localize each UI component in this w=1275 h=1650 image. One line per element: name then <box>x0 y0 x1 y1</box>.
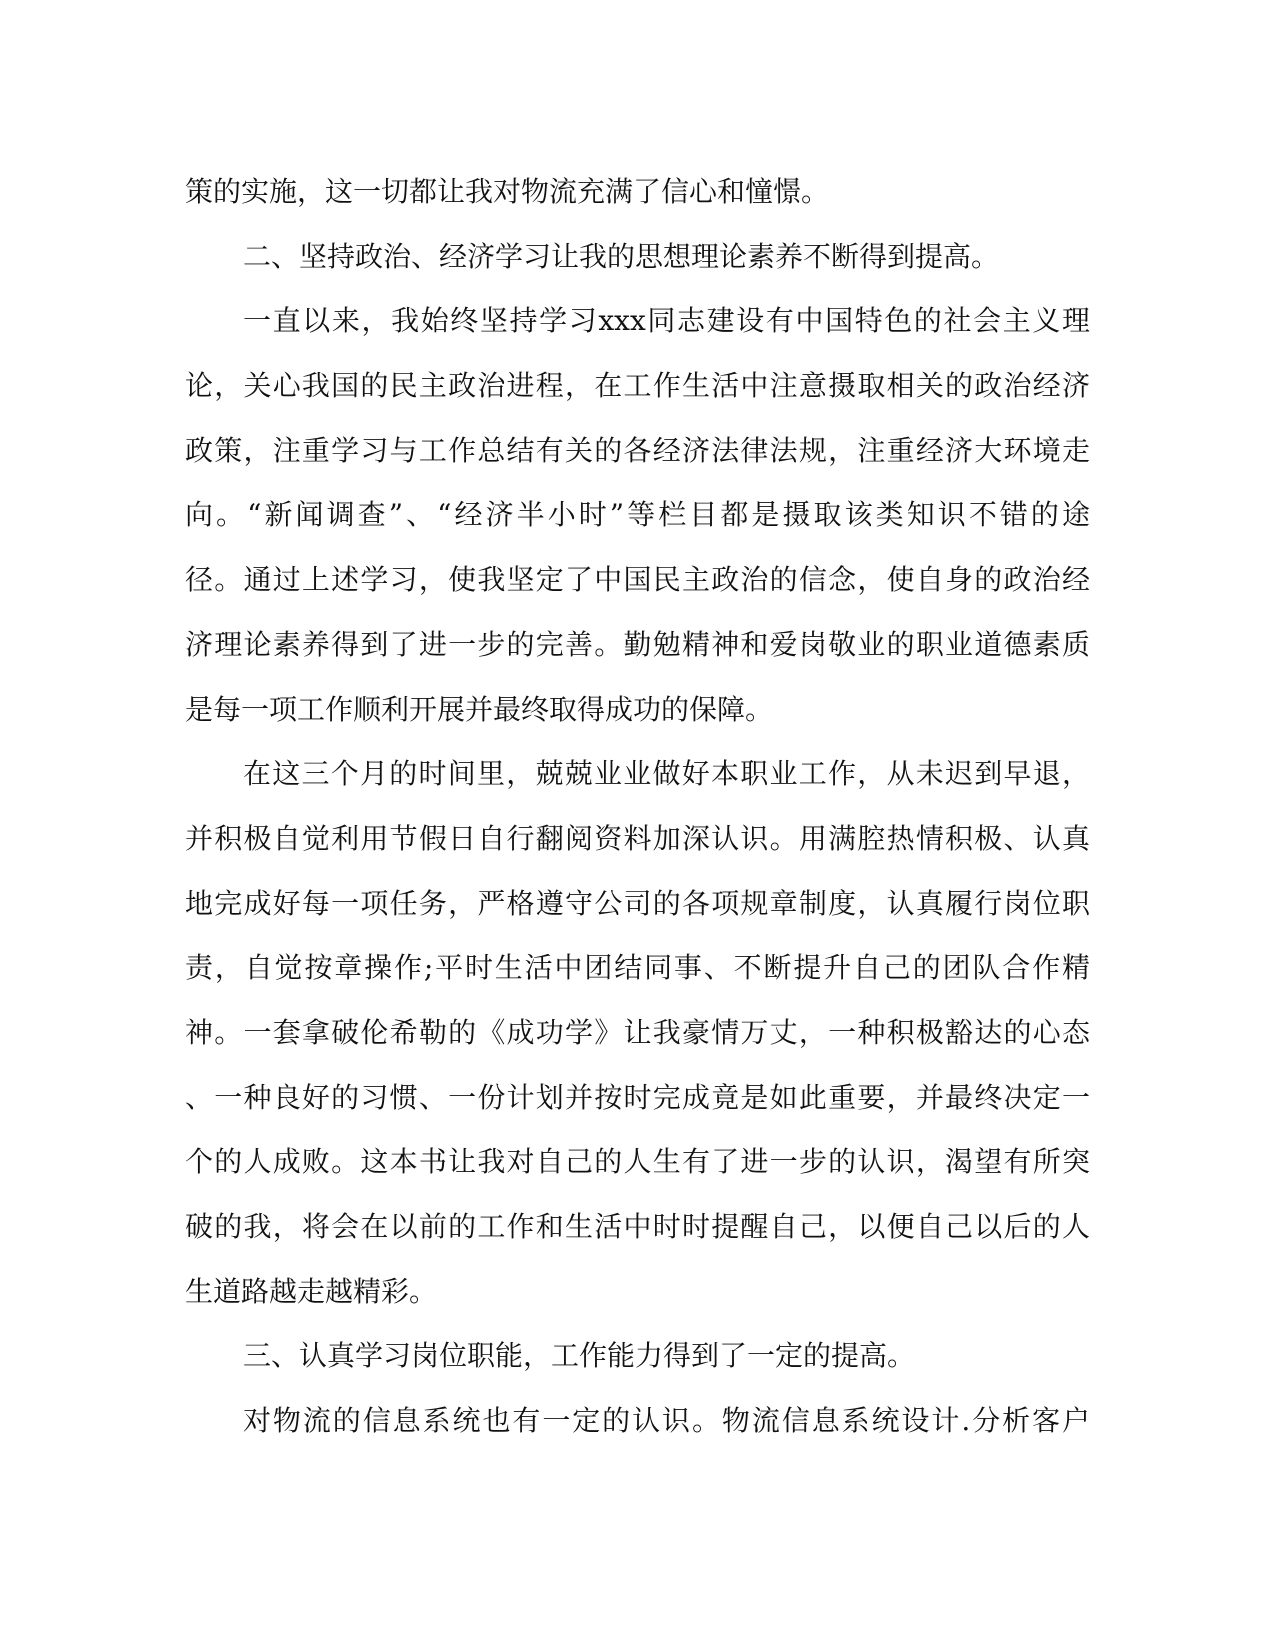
text-line: 生道路越走越精彩。 <box>185 1274 438 1308</box>
text-line: 政策，注重学习与工作总结有关的各经济法律法规，注重经济大环境走 <box>185 433 1090 467</box>
text-line: 是每一项工作顺利开展并最终取得成功的保障。 <box>185 692 774 726</box>
text-line: 并积极自觉利用节假日自行翻阅资料加深认识。用满腔热情积极、认真 <box>185 821 1090 855</box>
text-line: 责，自觉按章操作;平时生活中团结同事、不断提升自己的团队合作精 <box>185 951 1090 985</box>
text-line: 济理论素养得到了进一步的完善。勤勉精神和爱岗敬业的职业道德素质 <box>185 627 1090 661</box>
text-line: 破的我，将会在以前的工作和生活中时时提醒自己，以便自己以后的人 <box>185 1210 1090 1243</box>
text-line: 对物流的信息系统也有一定的认识。物流信息系统设计.分析客户 <box>243 1404 1090 1438</box>
text-line: 向。“新闻调查”、“经济半小时”等栏目都是摄取该类知识不错的途 <box>185 498 1090 532</box>
text-line: 论，关心我国的民主政治进程，在工作生活中注意摄取相关的政治经济 <box>185 369 1090 403</box>
text-line: 地完成好每一项任务，严格遵守公司的各项规章制度，认真履行岗位职 <box>185 886 1090 920</box>
text-line: 三、认真学习岗位职能，工作能力得到了一定的提高。 <box>243 1339 916 1373</box>
text-line: 神。一套拿破伦希勒的《成功学》让我豪情万丈，一种积极豁达的心态 <box>185 1015 1090 1049</box>
body-text <box>185 160 1090 1454</box>
text-line: 二、坚持政治、经济学习让我的思想理论素养不断得到提高。 <box>243 239 1000 273</box>
text-line: 径。通过上述学习，使我坚定了中国民主政治的信念，使自身的政治经 <box>185 563 1090 597</box>
text-line: 一直以来，我始终坚持学习xxx同志建设有中国特色的社会主义理 <box>243 304 1090 338</box>
text-line: 、一种良好的习惯、一份计划并按时完成竟是如此重要，并最终决定一 <box>185 1080 1090 1114</box>
text-line: 策的实施，这一切都让我对物流充满了信心和憧憬。 <box>185 175 830 208</box>
text-line: 在这三个月的时间里，兢兢业业做好本职业工作，从未迟到早退， <box>243 757 1090 791</box>
text-line: 个的人成败。这本书让我对自己的人生有了进一步的认识，渴望有所突 <box>185 1145 1090 1179</box>
